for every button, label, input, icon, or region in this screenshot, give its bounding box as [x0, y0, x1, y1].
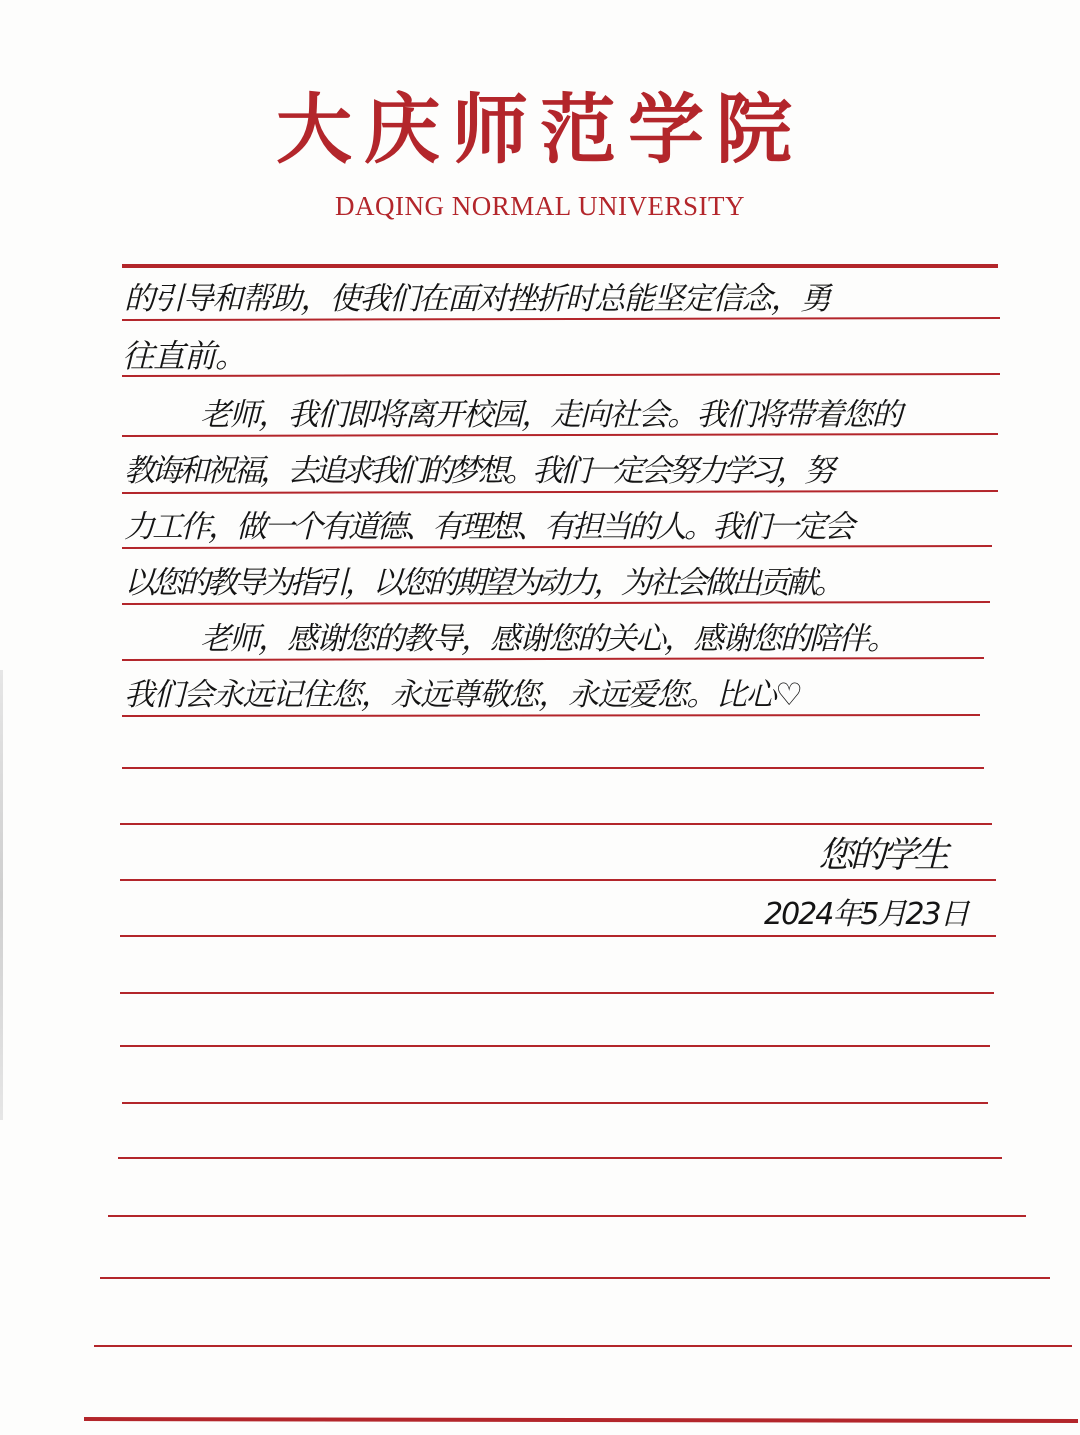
letter-date: 2024年5月23日: [764, 897, 968, 932]
letter-line: 力工作，做一个有道德、有理想、有担当的人。我们一定会: [124, 509, 852, 545]
letter-line: 我们会永远记住您，永远尊敬您，永远爱您。比心♡: [124, 677, 802, 713]
university-name: 大庆师范学院: [276, 85, 804, 174]
signature: 您的学生: [818, 835, 947, 876]
letter-line: 以您的教导为指引，以您的期望为动力，为社会做出贡献。: [124, 565, 842, 601]
letter-line: 往直前。: [122, 337, 247, 375]
letter-line: 老师，我们即将离开校园，走向社会。我们将带着您的: [200, 397, 901, 433]
letter-line: 教诲和祝福，去追求我们的梦想。我们一定会努力学习，努: [124, 453, 832, 489]
left-edge-shadow: [0, 670, 3, 1120]
letter-line: 的引导和帮助，使我们在面对挫折时总能坚定信念，勇: [124, 281, 830, 317]
university-name-english: DAQING NORMAL UNIVERSITY: [335, 191, 745, 221]
letter-line: 老师，感谢您的教导，感谢您的关心，感谢您的陪伴。: [200, 621, 896, 657]
